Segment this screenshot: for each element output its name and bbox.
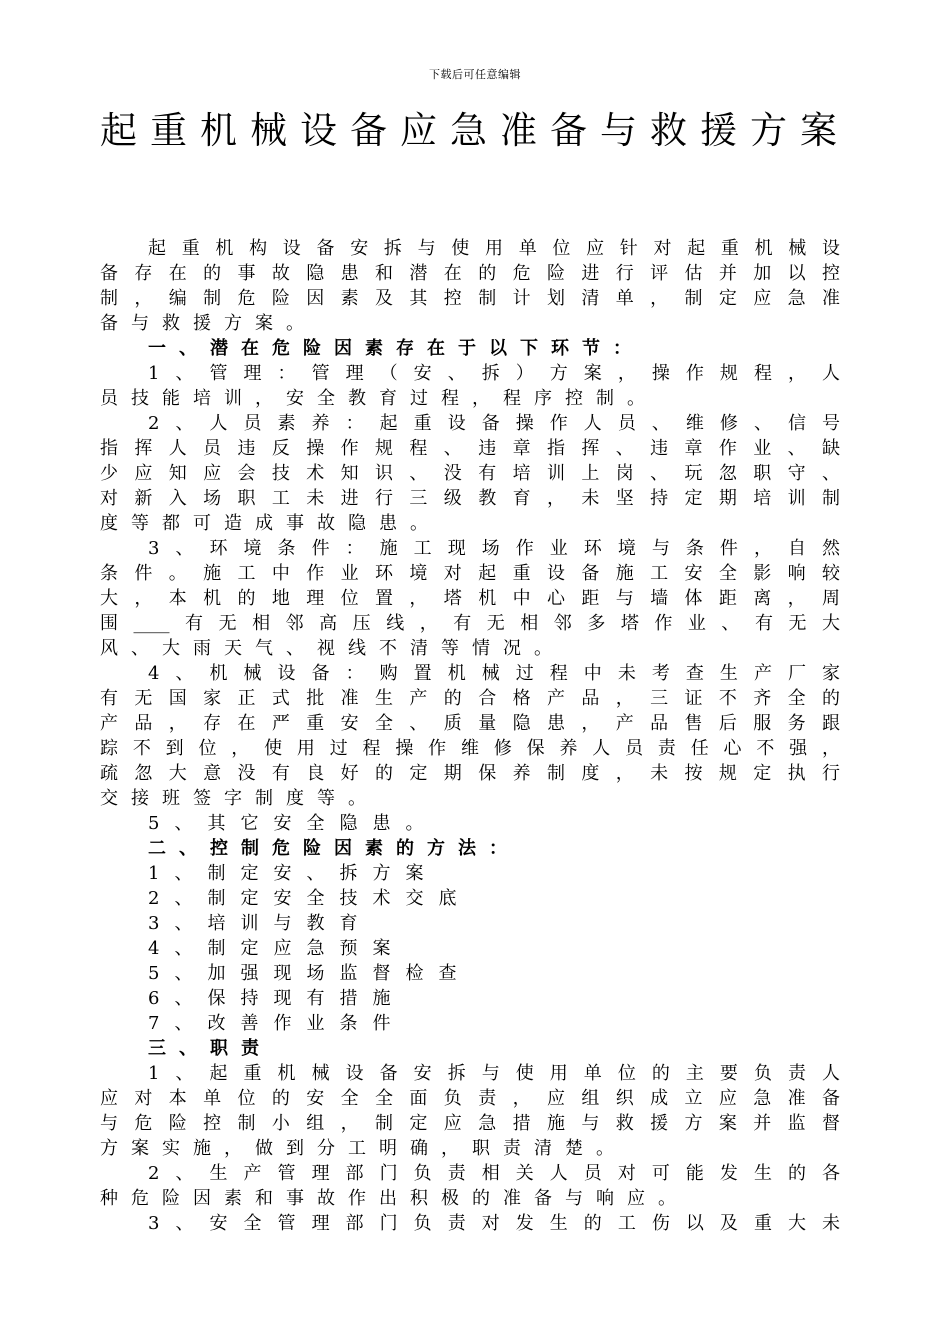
body-text-line: 6、保持现有措施 (148, 988, 406, 1009)
body-text-line: 5、加强现场监督检查 (148, 963, 472, 984)
body-text-line: 4、机械设备：购置机械过程中未考查生产厂家 (148, 663, 840, 684)
body-text-line: 条件。施工中作业环境对起重设备施工安全影响较 (100, 563, 840, 584)
body-text-line: 方案实施，做到分工明确，职责清楚。 (100, 1138, 627, 1159)
body-text-line: 少应知应会技术知识、没有培训上岗、玩忽职守、 (100, 463, 840, 484)
body-text-line: 1、起重机械设备安拆与使用单位的主要负责人 (148, 1063, 840, 1084)
body-text-line: 备与救援方案。 (100, 313, 317, 334)
body-text-line: 2、制定安全技术交底 (148, 888, 472, 909)
body-text-line: 2、生产管理部门负责相关人员对可能发生的各 (148, 1163, 840, 1184)
body-text-line: 备存在的事故隐患和潜在的危险进行评估并加以控 (100, 263, 840, 284)
body-text-line: 3、安全管理部门负责对发生的工伤以及重大未 (148, 1213, 840, 1234)
body-text-line: 2、人员素养：起重设备操作人员、维修、信号 (148, 413, 840, 434)
body-text-line: 疏忽大意没有良好的定期保养制度，未按规定执行 (100, 763, 840, 784)
body-text-line: 风、大雨天气、视线不清等情况。 (100, 638, 565, 659)
body-text-line: 踪不到位，使用过程操作维修保养人员责任心不强， (100, 738, 840, 759)
header-note: 下载后可任意编辑 (429, 68, 521, 81)
body-text-line: 4、制定应急预案 (148, 938, 406, 959)
body-text-line: 度等都可造成事故隐患。 (100, 513, 441, 534)
body-text-line: 大，本机的地理位置，塔机中心距与墙体距离，周 (100, 588, 840, 609)
body-text-line: 3、培训与教育 (148, 913, 373, 934)
body-text-line: 有无国家正式批准生产的合格产品，三证不齐全的 (100, 688, 840, 709)
body-text-line: 应对本单位的安全全面负责，应组织成立应急准备 (100, 1088, 840, 1109)
body-text-line: 与危险控制小组，制定应急措施与救援方案并监督 (100, 1113, 840, 1134)
body-text-line: 交接班签字制度等。 (100, 788, 379, 809)
body-text-line: 5、其它安全隐患。 (148, 813, 439, 834)
body-text-line: 对新入场职工未进行三级教育，未坚持定期培训制 (100, 488, 840, 509)
body-text-line: 制，编制危险因素及其控制计划清单，制定应急准 (100, 288, 840, 309)
body-text-line: 围____有无相邻高压线，有无相邻多塔作业、有无大 (100, 613, 840, 634)
document-body (100, 236, 840, 1236)
document-title: 起重机械设备应急准备与救援方案 (100, 109, 850, 152)
body-text-line: 7、改善作业条件 (148, 1013, 406, 1034)
body-text-line: 指挥人员违反操作规程、违章指挥、违章作业、缺 (100, 438, 840, 459)
section-heading: 一、潜在危险因素存在于以下环节： (148, 338, 644, 359)
section-heading: 二、控制危险因素的方法： (148, 838, 520, 859)
body-text-line: 员技能培训，安全教育过程，程序控制。 (100, 388, 658, 409)
body-text-line: 起重机构设备安拆与使用单位应针对起重机械设 (148, 238, 840, 259)
body-text-line: 3、环境条件：施工现场作业环境与条件，自然 (148, 538, 840, 559)
body-text-line: 产品，存在严重安全、质量隐患，产品售后服务跟 (100, 713, 840, 734)
body-text-line: 种危险因素和事故作出积极的准备与响应。 (100, 1188, 689, 1209)
section-heading: 三、职责 (148, 1038, 272, 1059)
body-text-line: 1、制定安、拆方案 (148, 863, 439, 884)
body-text-line: 1、管理：管理（安、拆）方案，操作规程，人 (148, 363, 840, 384)
